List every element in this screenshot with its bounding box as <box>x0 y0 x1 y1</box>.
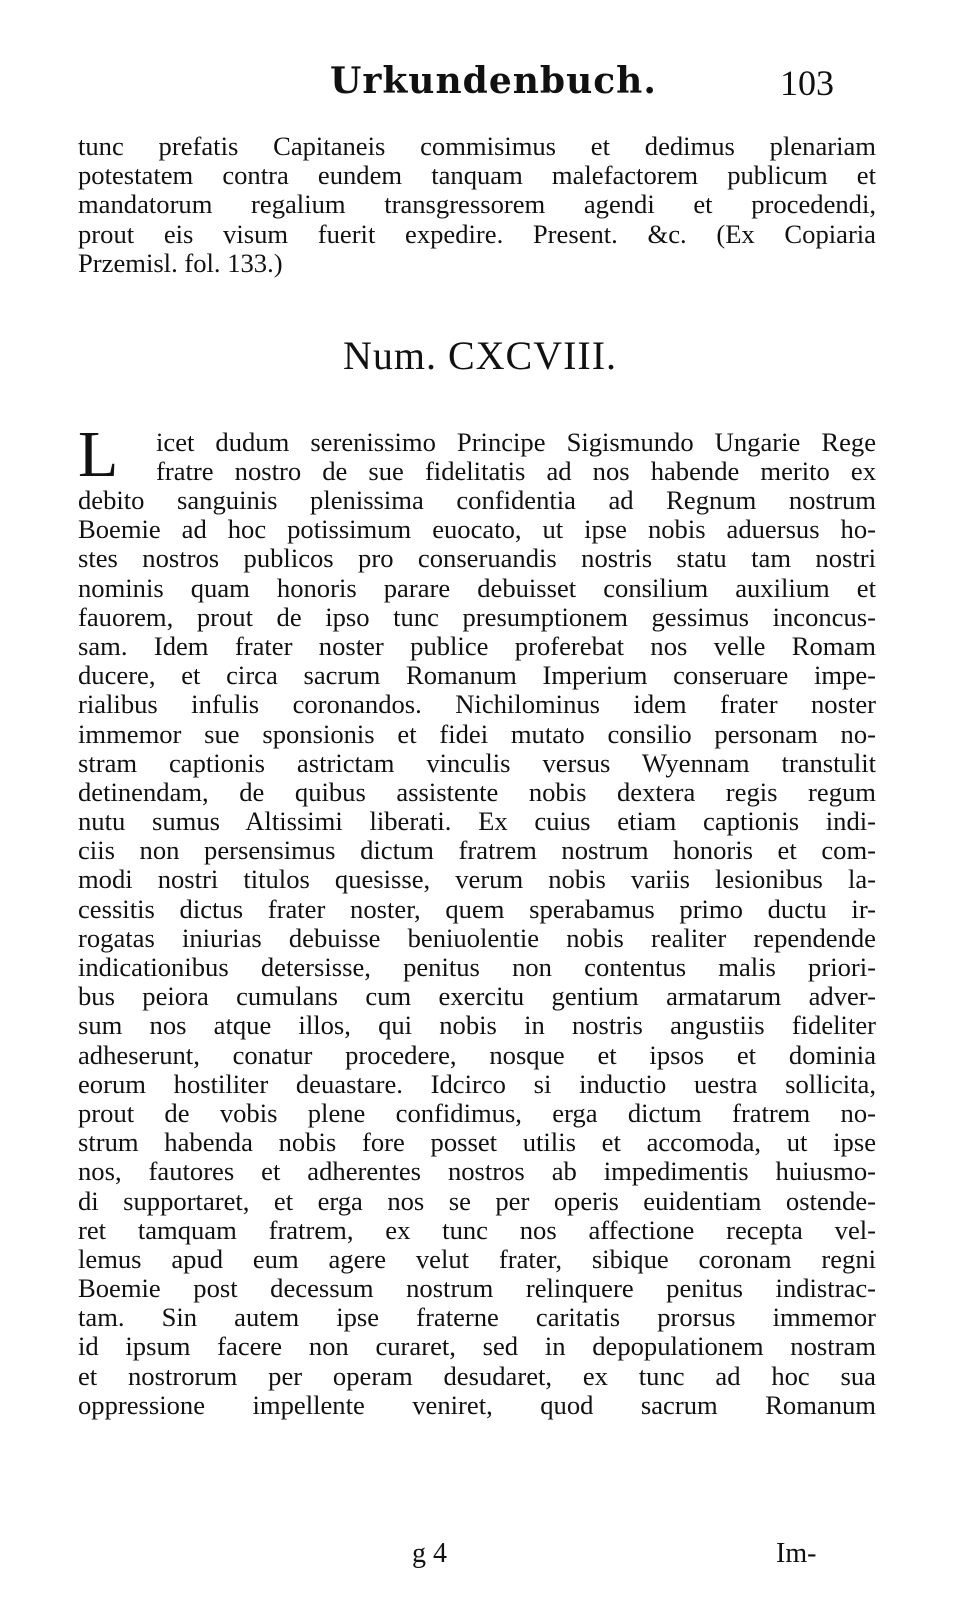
text-line: sam. Idem frater noster publice proferebat nos velle Romam <box>78 630 876 661</box>
text-line: icet dudum serenissimo Principe Sigismundo Ungarie Rege <box>156 427 876 457</box>
text-line: rogatas iniurias debuisse beniuolentie nobis realiter rependende <box>78 922 876 953</box>
text-line: nos, fautores et adherentes nostros ab impedimentis huiusmo- <box>78 1156 876 1187</box>
running-title: Urkundenbuch. <box>330 60 657 102</box>
catchword: Im- <box>776 1538 817 1569</box>
text-line: immemor sue sponsionis et fidei mutato consilio personam no- <box>78 718 876 749</box>
text-line: fauorem, prout de ipso tunc presumptionem gessimus inconcus- <box>78 601 876 632</box>
text-line: stram captionis astrictam vinculis versus Wyennam transtulit <box>78 747 876 778</box>
text-line: et nostrorum per operam desudaret, ex tunc ad hoc sua <box>78 1360 876 1391</box>
text-line: debito sanguinis plenissima confidentia ad Regnum nostrum <box>78 485 876 515</box>
text-line: ducere, et circa sacrum Romanum Imperium conseruare impe- <box>78 660 876 691</box>
text-line: fratre nostro de sue fidelitatis ad nos habende merito ex <box>156 456 876 487</box>
text-line: tunc prefatis Capitaneis commisimus et dedimus plenariam <box>78 131 876 161</box>
text-line: nutu sumus Altissimi liberati. Ex cuius etiam captionis indi- <box>78 806 876 837</box>
text-line: ret tamquam fratrem, ex tunc nos affectione recepta vel- <box>78 1214 876 1245</box>
text-line: Boemie post decessum nostrum relinquere penitus indistrac- <box>78 1273 876 1304</box>
page-number: 103 <box>780 63 834 103</box>
signature-mark: g 4 <box>412 1538 447 1569</box>
charter-paragraph <box>78 486 876 1420</box>
text-line: prout eis visum fuerit expedire. Present. &c. (Ex Copiaria <box>78 218 876 249</box>
drop-cap: L <box>78 418 119 491</box>
text-line: ciis non persensimus dictum fratrem nostrum honoris et com- <box>78 835 876 866</box>
text-line: sum nos atque illos, qui nobis in nostris angustiis fideliter <box>78 1010 876 1041</box>
text-line: stes nostros publicos pro conseruandis nostris statu tam nostri <box>78 543 876 574</box>
text-line: strum habenda nobis fore posset utilis et accomoda, ut ipse <box>78 1127 876 1158</box>
text-line: id ipsum facere non curaret, sed in depopulationem nostram <box>78 1331 876 1362</box>
text-line: bus peiora cumulans cum exercitu gentium armatarum adver- <box>78 981 876 1012</box>
running-head <box>0 52 960 112</box>
text-line: potestatem contra eundem tanquam malefactorem publicum et <box>78 160 876 191</box>
text-line: cessitis dictus frater noster, quem sperabamus primo ductu ir- <box>78 893 876 924</box>
text-line: mandatorum regalium transgressorem agendi et procedendi, <box>78 189 876 220</box>
text-line: Boemie ad hoc potissimum euocato, ut ipse nobis aduersus ho- <box>78 514 876 545</box>
text-line: Przemisl. fol. 133.) <box>78 247 283 278</box>
text-line: eorum hostiliter deuastare. Idcirco si inductio uestra sollicita, <box>78 1068 876 1099</box>
text-line: modi nostri titulos quesisse, verum nobis variis lesionibus la- <box>78 864 876 895</box>
continued-paragraph <box>78 132 876 278</box>
text-line: lemus apud eum agere velut frater, sibique coronam regni <box>78 1243 876 1274</box>
text-line: tam. Sin autem ipse fraterne caritatis prorsus immemor <box>78 1302 876 1333</box>
section-heading: Num. CXCVIII. <box>342 333 618 378</box>
text-line: detinendam, de quibus assistente nobis dextera regis regum <box>78 776 876 807</box>
charter-opening-lines <box>78 428 876 486</box>
text-line: nominis quam honoris parare debuisset consilium auxilium et <box>78 572 876 603</box>
text-line: adheserunt, conatur procedere, nosque et ipsos et dominia <box>78 1039 876 1070</box>
text-line: rialibus infulis coronandos. Nichilominus idem frater noster <box>78 689 876 720</box>
text-line: prout de vobis plene confidimus, erga dictum fratrem no- <box>78 1097 876 1128</box>
text-line: indicationibus detersisse, penitus non contentus malis priori- <box>78 952 876 982</box>
text-line: oppressione impellente veniret, quod sacrum Romanum <box>78 1389 876 1420</box>
text-line: di supportaret, et erga nos se per operis euidentiam ostende- <box>78 1185 876 1216</box>
